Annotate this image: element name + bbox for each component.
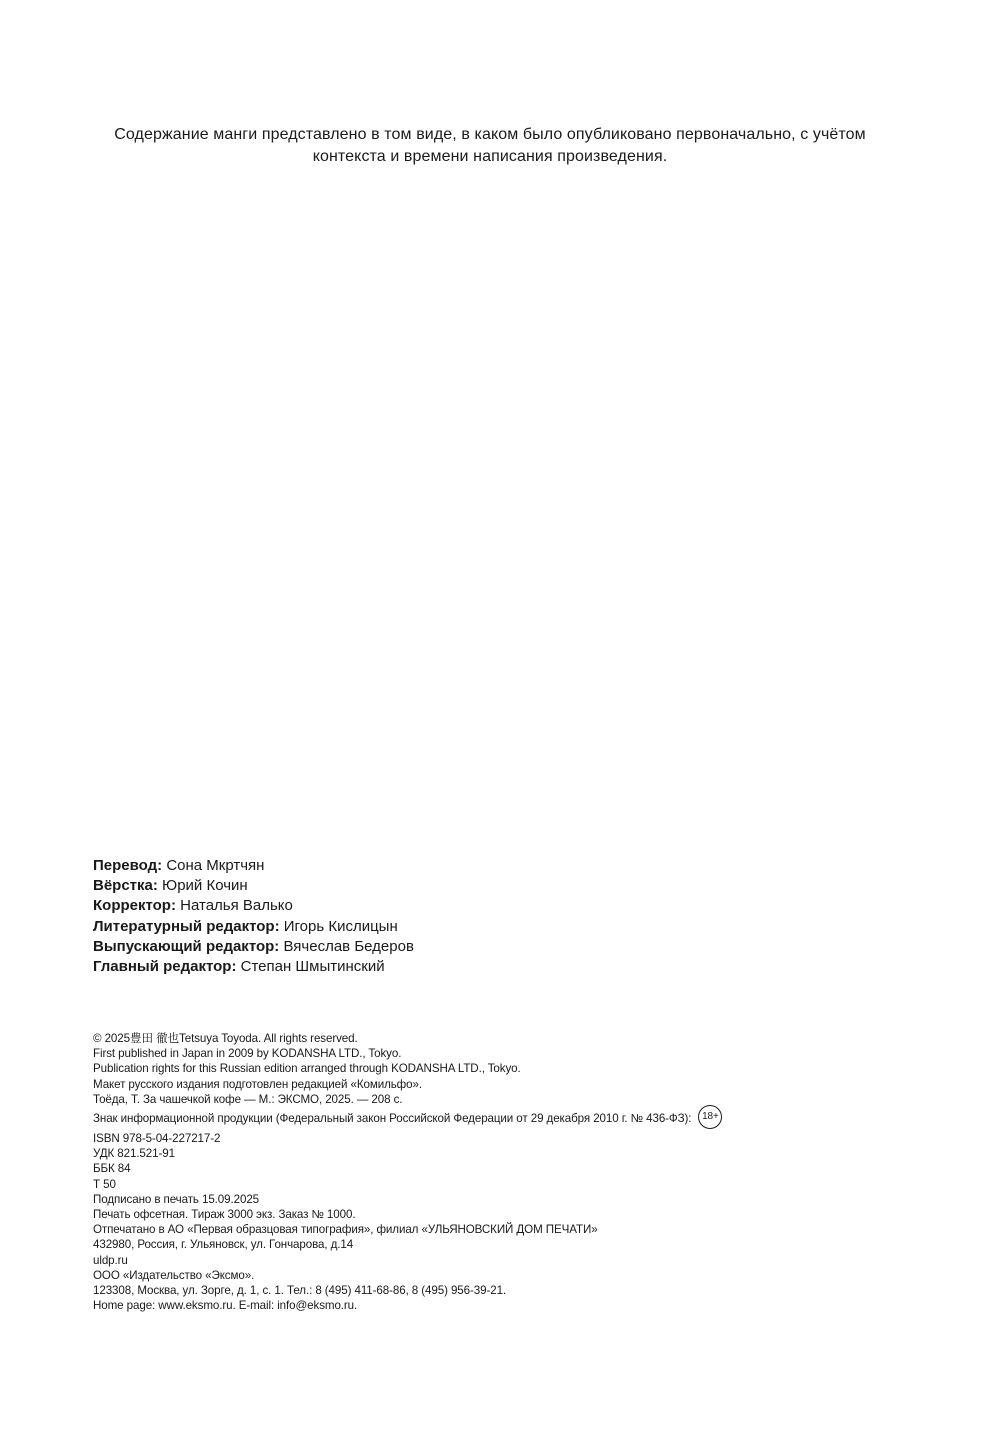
credit-proofreader	[93, 896, 414, 916]
first-published-line: First published in Japan in 2009 by KODANSHA LTD., Tokyo.	[93, 1047, 402, 1061]
info-mark-text: Знак информационной продукции (Федеральный закон Российской Федерации от 29 декабря 2010 г. № 436-ФЗ):	[93, 1112, 692, 1126]
publication-rights-line: Publication rights for this Russian edition arranged through KODANSHA LTD., Tokyo.	[93, 1062, 521, 1076]
info-mark-line	[93, 1107, 722, 1131]
credits-block	[93, 856, 414, 977]
credit-layout	[93, 876, 414, 896]
credit-translation	[93, 856, 414, 876]
credit-role: Корректор:	[93, 897, 176, 915]
printer-address-line: 432980, Россия, г. Ульяновск, ул. Гончарова, д.14	[93, 1238, 354, 1252]
credit-name: Наталья Валько	[180, 897, 293, 915]
printer-site-line: uldp.ru	[93, 1253, 128, 1267]
layout-line: Макет русского издания подготовлен редакцией «Комильфо».	[93, 1077, 422, 1091]
credit-role: Вёрстка:	[93, 877, 158, 895]
bibliographic-line: Тоёда, Т. За чашечкой кофе — М.: ЭКСМО, 2025. — 208 с.	[93, 1092, 403, 1106]
publisher-line: ООО «Издательство «Эксмо».	[93, 1268, 255, 1282]
imprint-block	[93, 1031, 722, 1313]
isbn-line: ISBN 978-5-04-227217-2	[93, 1132, 221, 1146]
credit-name: Юрий Кочин	[162, 877, 248, 895]
contacts-line: Home page: www.eksmo.ru. E-mail: info@eksmo.ru.	[93, 1299, 358, 1313]
credit-role: Литературный редактор:	[93, 917, 280, 935]
credit-role: Главный редактор:	[93, 958, 237, 976]
udk-line: УДК 821.521-91	[93, 1147, 175, 1161]
credit-role: Выпускающий редактор:	[93, 937, 280, 955]
credit-chief-editor	[93, 957, 414, 977]
notice-line-2: контекста и времени написания произведения.	[312, 148, 668, 165]
credit-name: Игорь Кислицын	[283, 917, 398, 935]
code-line: Т 50	[93, 1177, 116, 1191]
credit-literary-editor	[93, 917, 414, 937]
printer-line: Отпечатано в АО «Первая образцовая типография», филиал «УЛЬЯНОВСКИЙ ДОМ ПЕЧАТИ»	[93, 1223, 598, 1237]
credit-role: Перевод:	[93, 857, 163, 874]
bbk-line: ББК 84	[93, 1162, 131, 1176]
content-notice	[100, 124, 880, 168]
age-rating-badge: 18+	[698, 1105, 722, 1129]
print-run-line: Печать офсетная. Тираж 3000 экз. Заказ № 1000.	[93, 1208, 356, 1222]
credit-name: Сона Мкртчян	[166, 857, 265, 874]
notice-line-1: Содержание манги представлено в том виде, в каком было опубликовано первоначально, с учётом	[114, 126, 866, 143]
publisher-address-line: 123308, Москва, ул. Зорге, д. 1, с. 1. Тел.: 8 (495) 411-68-86, 8 (495) 956-39-21.	[93, 1284, 507, 1298]
signed-line: Подписано в печать 15.09.2025	[93, 1192, 260, 1206]
credit-name: Степан Шмытинский	[240, 958, 385, 976]
credit-managing-editor	[93, 937, 414, 957]
credit-name: Вячеслав Бедеров	[283, 937, 414, 955]
copyright-line: © 2025豊田 徹也Tetsuya Toyoda. All rights reserved.	[93, 1032, 358, 1045]
